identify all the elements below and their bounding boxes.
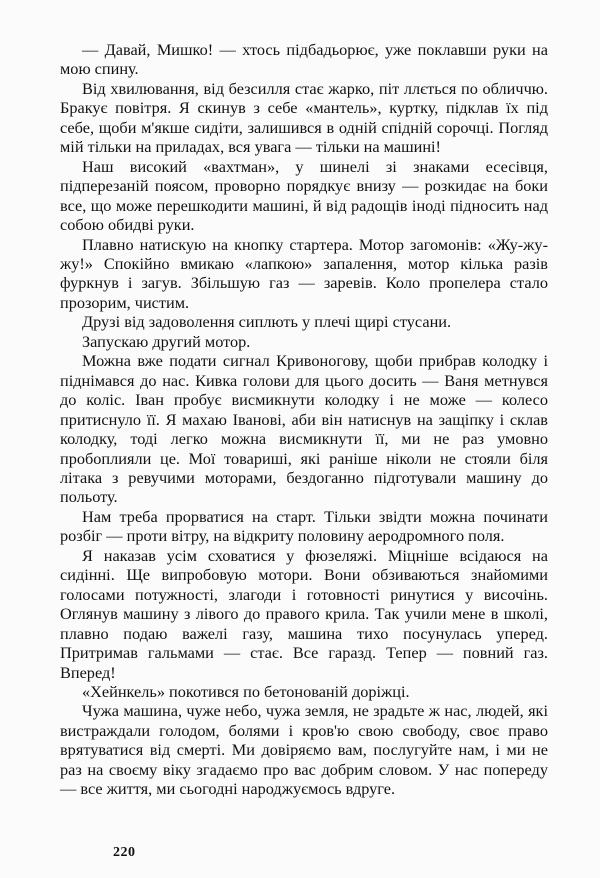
paragraph: Наш високий «вахтман», у шинелі зі знаками есесівця, підперезаній поясом, проворно порядкує внизу — розкидає на боки все, що може перешкодити машині, й від радощів іноді підносить над собою обидві руки. — [60, 156, 548, 235]
paragraph: «Хейнкель» покотився по бетонованій доріжці. — [82, 681, 410, 701]
paragraph: Можна вже подати сигнал Кривоногову, щоби прибрав колодку і піднімався до нас. Кивка голови для цього досить — Ваня метнувся до коліс. Іван пробує висмикнути колодку і не може — колесо притиснуло її. Я махаю Іванові, аби він натиснув на защіпку і склав колодку, тоді легко можна висмикнути її, ми не раз умовно пробоплияли це. Мої товариші, які раніше ніколи не стояли біля літака з ревучими моторами, бездоганно підготували машину до польоту. — [60, 351, 548, 507]
paragraph: Чужа машина, чуже небо, чужа земля, не зрадьте ж нас, людей, які вистраждали голодом, болями і кров'ю свою свободу, своє право врятуватися від смерті. Ми довіряємо вам, послугуйте нам, і ми не раз на своєму віку згадаємо про вас добрим словом. У нас попереду — все життя, ми сьогодні народжуємось вдруге. — [60, 701, 548, 799]
paragraph: Нам треба прорватися на старт. Тільки звідти можна починати розбіг — проти вітру, на відкриту половину аеродромного поля. — [60, 506, 548, 546]
paragraph: Я наказав усім сховатися у фюзеляжі. Міцніше всідаюся на сидінні. Ще випробовую мотори. Вони обзиваються знайомими голосами потужності, злагоди і готовності ринутися у височінь. Оглянув машину з лівого до правого крила. Так учили мене в школі, плавно подаю важелі газу, машина тихо посунулась уперед. Притримав гальмами — стає. Все гаразд. Тепер — повний газ. Вперед! — [60, 545, 548, 682]
page-number: 220 — [113, 845, 136, 860]
paragraph: Від хвилювання, від безсилля стає жарко, піт ллється по обличчю. Бракує повітря. Я скинув з себе «мантель», куртку, підклав їх під себе, щоби м'якше сидіти, залишився в одній спідній сорочці. Погляд мій тільки на приладах, вся увага — тільки на машині! — [60, 78, 548, 157]
paragraph: — Давай, Мишко! — хтось підбадьорює, уже поклавши руки на мою спину. — [60, 40, 548, 79]
body-text — [60, 40, 548, 799]
paragraph: Плавно натискую на кнопку стартера. Мотор загомонів: «Жу-жу-жу!» Спокійно вмикаю «лапкою» запалення, мотор кілька разів фуркнув і загув. Збільшую газ — заревів. Коло пропелера стало прозорим, чистим. — [60, 234, 548, 312]
paragraph: Запускаю другий мотор. — [82, 331, 251, 351]
paragraph: Друзі від задоволення сиплють у плечі щирі стусани. — [82, 312, 452, 332]
